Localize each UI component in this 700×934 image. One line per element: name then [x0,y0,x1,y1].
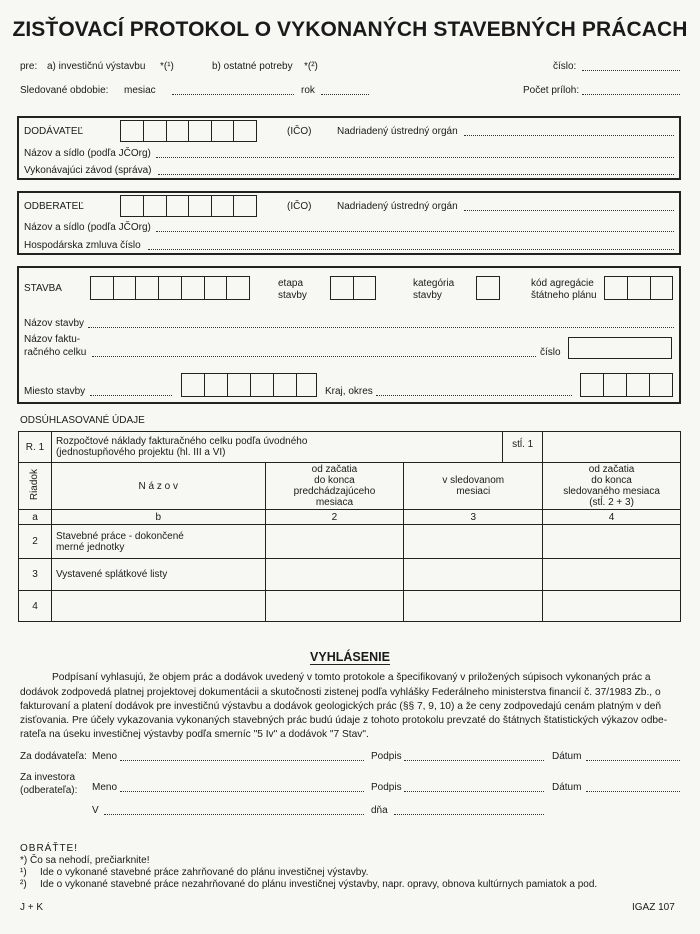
document-title: ZISŤOVACÍ PROTOKOL O VYKONANÝCH STAVEBNÝCH PRÁCACH [12,18,688,41]
rok-field[interactable] [321,94,369,95]
row-cell-2[interactable] [265,559,404,591]
nazov-header: N á z o v [51,463,265,510]
col3-line-2: mesiaci [456,486,491,497]
idx-4: 4 [543,510,681,525]
kod-agregacie-cells[interactable] [604,276,673,300]
vyhlasenie-line-5: rateľa na úseku investičnej výstavby podľa smerníc "5 Iv" a dodávok "7 Stav". [20,729,369,740]
row-nazov-line-1: Vystavené splátkové listy [55,569,168,580]
row-nazov-line-1: Stavebné práce - dokončené [55,530,184,542]
row-num: 2 [19,525,52,559]
r1-value-cell[interactable] [543,432,681,463]
vyhlasenie-line-3: fakturovaní a platení dodávok pre investičnú výstavbu a dodávok geologických prác (§§ 7, 9, 10) a že ceny zodpovedajú cenám platným v deň [20,701,662,712]
investor-datum-label: Dátum [552,782,582,793]
table-index-row [19,510,681,525]
note-2: Ide o vykonané stavebné práce nezahrňované do plánu investičnej výstavby, napr. opravy, obnova kultúrnych pamiatok a pod. [40,879,598,890]
r1-text-cell [51,432,542,463]
dodavatel-meno-field[interactable] [120,760,364,761]
dodavatel-podpis-field[interactable] [404,760,544,761]
stavba-kod-cells[interactable] [90,276,250,300]
fakturacny-celok-label-1: Názov faktu- [24,334,81,345]
footer-left: J + K [20,902,44,913]
mesiac-field[interactable] [172,94,294,95]
investor-meno-label: Meno [92,782,118,793]
odberatel-ico-label: (IČO) [287,201,312,212]
dodavatel-datum-field[interactable] [586,760,680,761]
col4-header [543,463,681,510]
option-ostatne-ref: *(²) [304,61,318,72]
miesto-stavby-label: Miesto stavby [24,386,86,397]
row-cell-2[interactable] [265,591,404,622]
odberatel-label: ODBERATEĽ [24,201,84,212]
option-investicna-ref: *(¹) [160,61,174,72]
vyhlasenie-line-4: zisťovania. Pre účely vykazovania vykonaných stavebných prác budú údaje z tohoto protokolu prevzaté do štátnych štatistických výkazov odbe- [20,715,668,726]
note-1-mark: ¹) [20,867,27,878]
investor-meno-field[interactable] [120,791,364,792]
odberatel-nadriadeny-label: Nadriadený ústredný orgán [337,201,458,212]
etapa-cells[interactable] [330,276,376,300]
odberatel-nazov-field[interactable] [156,231,674,232]
r1-text-line-2: (jednostupňového projektu (hl. III a VI) [55,447,226,458]
row-nazov [51,591,265,622]
dodavatel-podpis-label: Podpis [371,751,402,762]
cislo-label: číslo: [553,61,577,72]
odberatel-nadriadeny-field[interactable] [464,210,674,211]
col2-line-4: mesiaca [315,497,354,508]
investor-podpis-label: Podpis [371,782,402,793]
kategoria-label-2: stavby [413,290,442,301]
dodavatel-meno-label: Meno [92,751,118,762]
col3-header [404,463,543,510]
odberatel-nazov-label: Názov a sídlo (podľa JČOrg) [24,222,151,233]
footer-form-code: IGAZ 107 [632,902,675,913]
dodavatel-nazov-label: Názov a sídlo (podľa JČOrg) [24,148,151,159]
row-cell-3[interactable] [404,591,543,622]
odsuhlasene-table [18,431,681,622]
odberatel-zmluva-label: Hospodárska zmluva číslo [24,240,141,251]
fakturacny-cislo-box[interactable] [568,337,672,359]
vyhlasenie-line-1: Podpísaní vyhlasujú, že objem prác a dodávok uvedený v tomto protokole a špecifikovaný v priložených súpisoch vykonaných prác a [52,672,651,683]
fakturacny-cislo-label: číslo [540,347,561,358]
investor-podpis-field[interactable] [404,791,544,792]
row-nazov [51,525,265,559]
stavba-label: STAVBA [24,283,62,294]
note-1: Ide o vykonané stavebné práce zahrňované do plánu investičnej výstavby. [40,867,369,878]
idx-a: a [19,510,52,525]
fakturacny-celok-field[interactable] [92,356,536,357]
dna-label: dňa [371,805,388,816]
pocet-priloh-field[interactable] [582,94,680,95]
miesto-stavby-cells[interactable] [181,373,317,397]
vyhlasenie-line-2: dodávok zodpovedá platnej projektovej dokumentácii a skutočnosti zistenej podľa vyhlášky Federálneho ministerstva financií č. 37/1983 Zb., o [20,687,661,698]
note-2-mark: ²) [20,879,27,890]
table-row-r1 [19,432,681,463]
obratte-label: OBRÁŤTE! [20,843,79,854]
dodavatel-zavod-field[interactable] [158,174,674,175]
dodavatel-datum-label: Dátum [552,751,582,762]
dodavatel-ico-label: (IČO) [287,126,312,137]
miesto-stavby-field[interactable] [90,395,172,396]
row-cell-3[interactable] [404,525,543,559]
r1-code: R. 1 [19,432,52,463]
option-investicna[interactable]: a) investičnú výstavbu [47,61,146,72]
option-ostatne[interactable]: b) ostatné potreby [212,61,293,72]
row-cell-3[interactable] [404,559,543,591]
row-nazov-line-2: merné jednotky [55,541,125,553]
col4-line-3: sledovaného mesiaca [563,486,660,497]
col2-line-3: predchádzajúceho [293,486,376,497]
row-num: 3 [19,559,52,591]
riadok-header [19,463,52,510]
dodavatel-nadriadeny-label: Nadriadený ústredný orgán [337,126,458,137]
pocet-priloh-label: Počet príloh: [523,85,580,96]
col4-line-1: od začatia [588,464,635,475]
r1-stl: stĺ. 1 [502,432,542,462]
col4-line-2: do konca [591,475,632,486]
r1-text-line-1: Rozpočtové náklady fakturačného celku podľa úvodného [55,436,308,447]
col2-line-2: do konca [314,475,355,486]
row-cell-4[interactable] [543,559,681,591]
col2-header [265,463,404,510]
investor-datum-field[interactable] [586,791,680,792]
rok-label: rok [301,85,315,96]
fakturacny-celok-label-2: račného celku [24,347,87,358]
kod-agregacie-label-1: kód agregácie [531,278,594,289]
dodavatel-nazov-field[interactable] [156,157,674,158]
vyhlasenie-title: VYHLÁSENIE [310,650,390,664]
sledovane-obdobie-label: Sledované obdobie: [20,85,109,96]
riadok-label: Riadok [29,468,41,501]
etapa-label-1: etapa [278,278,304,289]
odberatel-ico-cells[interactable] [120,195,257,217]
odberatel-zmluva-field[interactable] [148,249,674,250]
col2-line-1: od začatia [311,464,358,475]
idx-2: 2 [265,510,404,525]
kod-agregacie-label-2: štátneho plánu [531,290,597,301]
za-investora-label-2: (odberateľa): [20,785,78,796]
kategoria-label-1: kategória [413,278,455,289]
kategoria-cells[interactable] [476,276,500,300]
table-header-row [19,463,681,510]
col4-line-4: (stĺ. 2 + 3) [589,497,634,508]
dodavatel-label: DODÁVATEĽ [24,126,84,137]
dna-field[interactable] [394,814,544,815]
row-cell-2[interactable] [265,525,404,559]
nazov-stavby-field[interactable] [88,327,674,328]
pre-label: pre: [20,61,38,72]
kraj-okres-field[interactable] [376,395,572,396]
row-num: 4 [19,591,52,622]
dodavatel-zavod-label: Vykonávajúci závod (správa) [24,165,152,176]
col3-line-1: v sledovanom [442,475,505,486]
kraj-okres-cells[interactable] [580,373,673,397]
kraj-okres-label: Kraj, okres [325,386,373,397]
table-row [19,591,681,622]
table-row [19,525,681,559]
nehodi-note: *) Čo sa nehodí, prečiarknite! [20,855,150,866]
nazov-stavby-label: Názov stavby [24,318,85,329]
idx-3: 3 [404,510,543,525]
za-dodavatela-label: Za dodávateľa: [20,751,87,762]
dodavatel-nadriadeny-field[interactable] [464,135,674,136]
table-row [19,559,681,591]
v-label: V [92,805,99,816]
cislo-field[interactable] [582,70,680,71]
row-cell-4[interactable] [543,591,681,622]
row-cell-4[interactable] [543,525,681,559]
za-investora-label-1: Za investora [20,772,76,783]
idx-b: b [51,510,265,525]
row-nazov [51,559,265,591]
vyhlasenie-heading [0,650,700,664]
v-field[interactable] [104,814,364,815]
odsuhlasene-heading: ODSÚHLASOVANÉ ÚDAJE [20,415,145,426]
dodavatel-ico-cells[interactable] [120,120,257,142]
etapa-label-2: stavby [278,290,307,301]
mesiac-label: mesiac [124,85,156,96]
